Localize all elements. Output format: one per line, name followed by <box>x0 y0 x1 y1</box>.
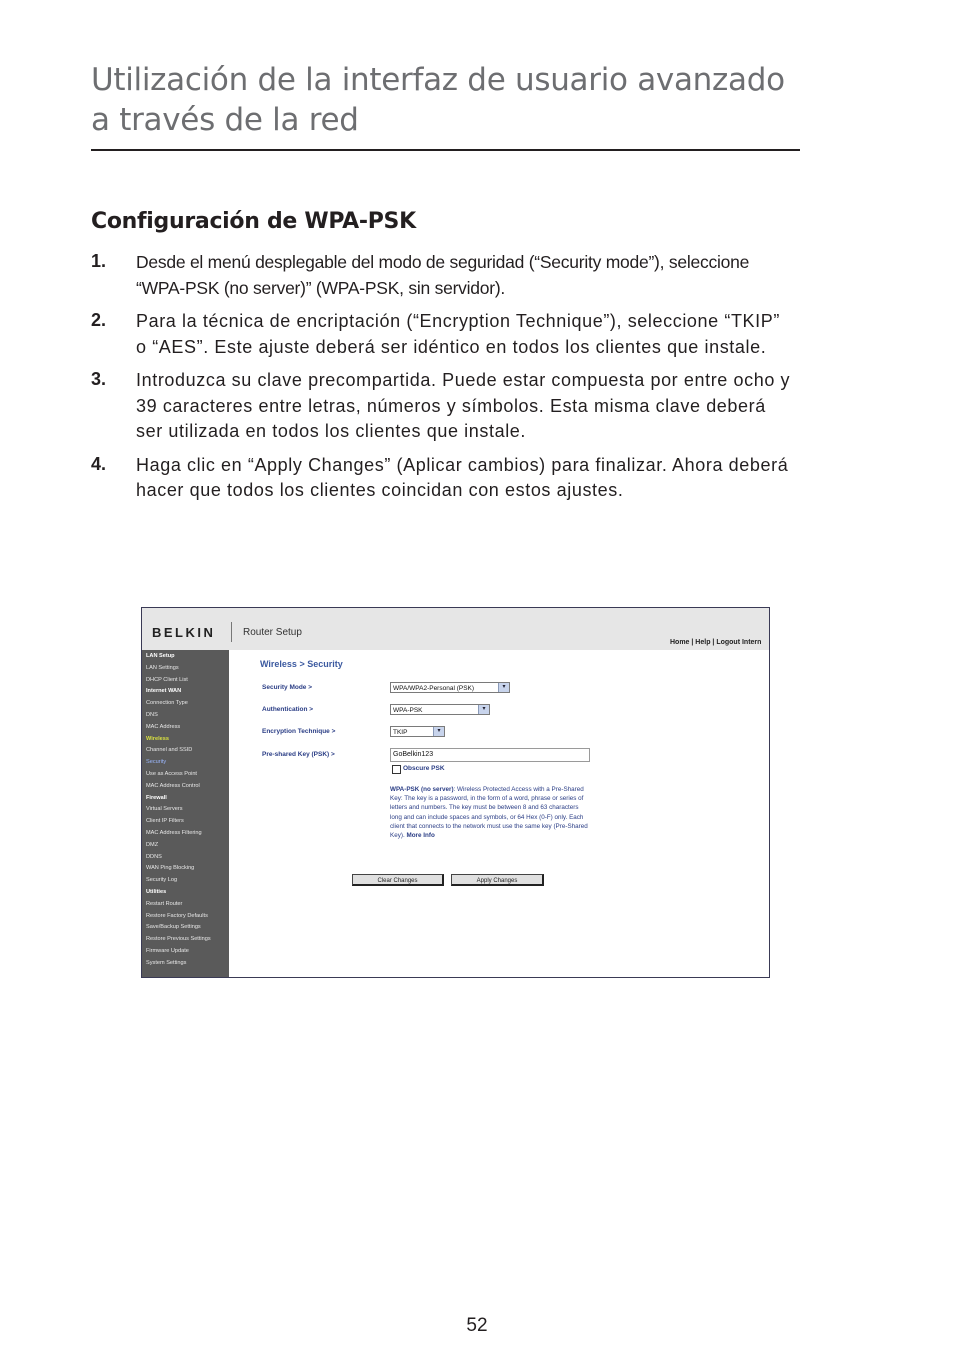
page-title: Utilización de la interfaz de usuario avanzado a través de la red <box>91 62 785 138</box>
sidebar-item-dmz[interactable]: DMZ <box>146 841 159 848</box>
sidebar-item-wan-ping-blocking[interactable]: WAN Ping Blocking <box>146 865 195 872</box>
more-info-link[interactable]: More Info <box>406 832 435 840</box>
sidebar-item-internet-wan[interactable]: Internet WAN <box>146 688 182 695</box>
authentication-value: WPA-PSK <box>393 707 423 714</box>
step-text: Desde el menú desplegable del modo de seguridad (“Security mode”), seleccione “WPA-PSK (no server)” (WPA-PSK, sin servidor). <box>136 252 750 298</box>
router-content <box>229 650 769 977</box>
authentication-label: Authentication > <box>262 706 314 713</box>
security-mode-select[interactable] <box>390 682 510 693</box>
sidebar-item-security-log[interactable]: Security Log <box>146 877 178 884</box>
psk-label: Pre-shared Key (PSK) > <box>262 751 335 758</box>
header-divider <box>231 622 232 642</box>
page-number: 52 <box>466 1315 488 1336</box>
chevron-down-icon: ▾ <box>498 683 509 692</box>
sidebar-item-firewall[interactable]: Firewall <box>146 794 167 801</box>
step-number: 2. <box>91 310 107 330</box>
belkin-logo: BELKIN <box>152 625 216 640</box>
sidebar-item-security[interactable]: Security <box>146 759 167 766</box>
sidebar-item-firmware-update[interactable]: Firmware Update <box>146 948 189 954</box>
clear-changes-button[interactable]: Clear Changes <box>352 874 444 886</box>
sidebar-item-ddns[interactable]: DDNS <box>146 853 162 860</box>
step-text: Para la técnica de encriptación (“Encryption Technique”), seleccione “TKIP” o “AES”. Este ajuste deberá ser idéntico en todos los clientes que instale. <box>136 311 780 357</box>
step-text: Haga clic en “Apply Changes” (Aplicar cambios) para finalizar. Ahora deberá hacer que todos los clientes coincidan con estos ajustes. <box>136 454 789 500</box>
sidebar-item-channel-and-ssid[interactable]: Channel and SSID <box>146 747 193 754</box>
step-item <box>91 309 791 360</box>
router-screenshot <box>141 607 770 978</box>
obscure-psk-checkbox[interactable] <box>392 765 401 774</box>
section-heading: Configuración de WPA-PSK <box>91 209 416 234</box>
help-body: : Wireless Protected Access with a Pre-Shared Key: The key is a password, in the form of a word, phrase or series of letters and numbers. The key must be between 8 and 63 characters long and can include spaces and symbols, or 64 Hex (0-F) only. Each client that connects to the network must use the same key (Pre-Shared Key). <box>390 786 588 840</box>
sidebar-item-connection-type[interactable]: Connection Type <box>146 700 188 707</box>
sidebar-item-dns[interactable]: DNS <box>146 712 158 718</box>
sidebar-item-client-ip-filters[interactable]: Client IP Filters <box>146 818 184 825</box>
security-mode-value: WPA/WPA2-Personal (PSK) <box>393 685 475 692</box>
chevron-down-icon: ▾ <box>478 705 489 714</box>
encryption-label: Encryption Technique > <box>262 728 336 735</box>
sidebar-item-restore-factory-defaults[interactable]: Restore Factory Defaults <box>146 912 208 919</box>
encryption-select[interactable] <box>390 726 445 737</box>
sidebar-item-utilities[interactable]: Utilities <box>146 889 167 895</box>
sidebar-item-restore-previous-settings[interactable]: Restore Previous Settings <box>146 936 211 943</box>
encryption-value: TKIP <box>393 729 408 736</box>
sidebar-item-mac-address-control[interactable]: MAC Address Control <box>146 782 200 789</box>
steps-list <box>91 250 791 512</box>
help-text <box>390 785 590 840</box>
step-number: 4. <box>91 453 107 474</box>
sidebar-item-lan-setup[interactable]: LAN Setup <box>146 653 175 659</box>
step-item <box>91 453 791 504</box>
step-item <box>91 250 791 301</box>
sidebar-item-mac-address[interactable]: MAC Address <box>146 723 181 730</box>
chevron-down-icon: ▾ <box>433 727 444 736</box>
step-number: 3. <box>91 369 107 389</box>
apply-changes-button[interactable]: Apply Changes <box>451 874 544 886</box>
psk-input[interactable]: GoBelkin123 <box>390 748 590 762</box>
sidebar-item-wireless[interactable]: Wireless <box>146 735 169 742</box>
obscure-psk-label: Obscure PSK <box>403 765 445 772</box>
sidebar-item-system-settings[interactable]: System Settings <box>146 959 187 966</box>
authentication-select[interactable] <box>390 704 490 715</box>
help-title: WPA-PSK (no server) <box>390 786 454 793</box>
breadcrumb: Wireless > Security <box>260 659 343 669</box>
sidebar-item-use-as-access-point[interactable]: Use as Access Point <box>146 771 197 777</box>
sidebar-item-restart-router[interactable]: Restart Router <box>146 900 183 907</box>
step-item <box>91 368 791 445</box>
title-divider <box>91 149 800 151</box>
step-number: 1. <box>91 251 107 271</box>
sidebar-item-virtual-servers[interactable]: Virtual Servers <box>146 806 183 813</box>
router-header <box>142 608 769 650</box>
router-sidebar <box>142 650 229 977</box>
security-mode-label: Security Mode > <box>262 684 313 691</box>
sidebar-item-dhcp-client-list[interactable]: DHCP Client List <box>146 676 188 683</box>
sidebar-item-lan-settings[interactable]: LAN Settings <box>146 664 179 671</box>
sidebar-item-mac-address-filtering[interactable]: MAC Address Filtering <box>146 830 202 836</box>
app-title: Router Setup <box>243 627 302 638</box>
sidebar-item-save-backup-settings[interactable]: Save/Backup Settings <box>146 924 201 931</box>
step-text: Introduzca su clave precompartida. Puede estar compuesta por entre ocho y 39 caracteres entre letras, números y símbolos. Esta misma clave deberá ser utilizada en todos los clientes que instale. <box>136 370 791 441</box>
top-links[interactable]: Home | Help | Logout Intern <box>670 639 762 646</box>
